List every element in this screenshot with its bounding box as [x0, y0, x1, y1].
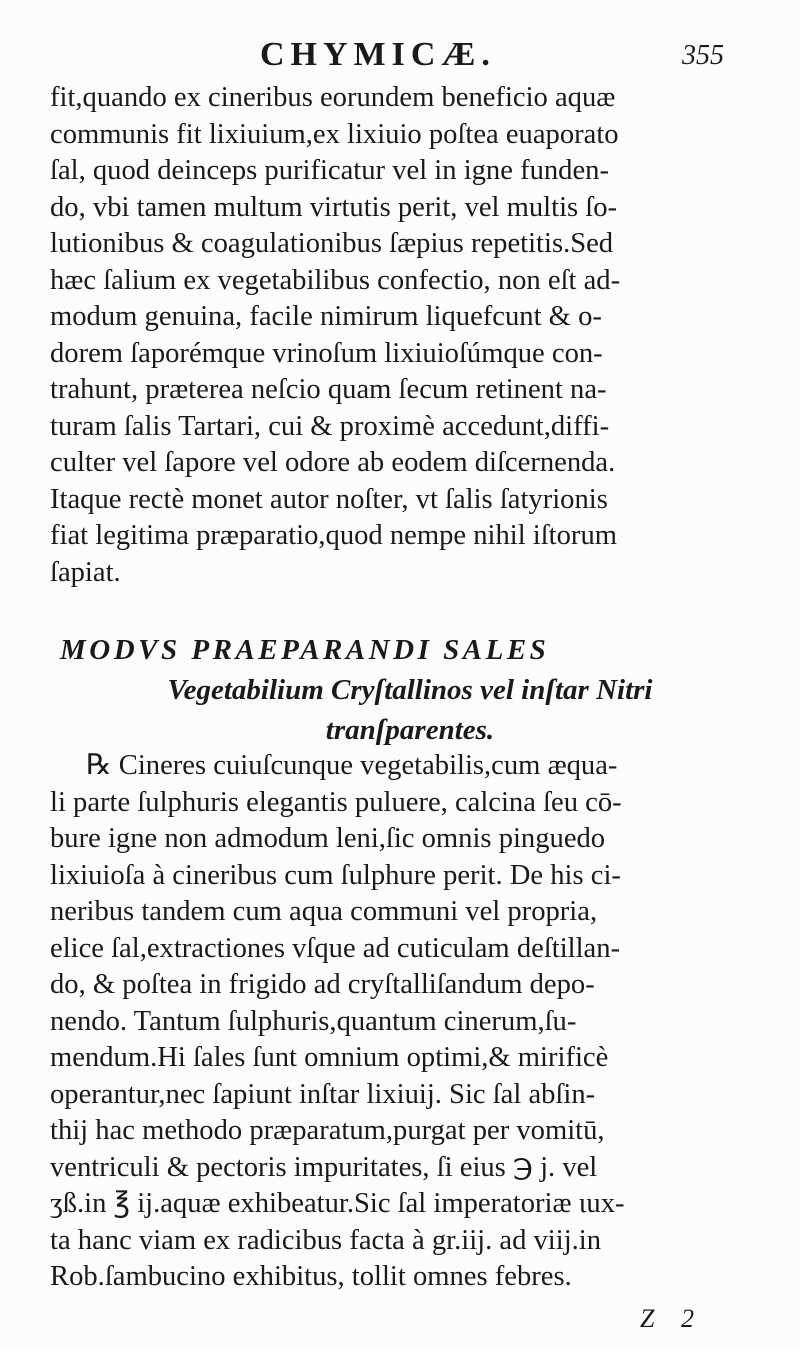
text-line: operantur,nec ſapiunt inſtar lixiuij. Sic ſal abſin- — [50, 1078, 596, 1110]
text-line: ſal, quod deinceps purificatur vel in igne funden- — [50, 155, 609, 186]
text-line: Itaque rectè monet autor noſter, vt ſalis ſatyrionis — [50, 483, 608, 515]
text-line: ℞ Cineres cuiuſcunque vegetabilis,cum æqua- — [86, 750, 618, 781]
section-heading — [50, 630, 770, 750]
paragraph-1 — [50, 80, 770, 591]
page-number: 355 — [682, 40, 724, 71]
text-line: lixiuioſa à cineribus cum ſulphure perit. De his ci- — [50, 859, 621, 891]
text-line: ventriculi & pectoris impuritates, ſi eius ℈ j. vel — [50, 1151, 598, 1183]
catchword: Z 2 — [640, 1304, 704, 1333]
text-line: bure igne non admodum leni,ſic omnis pinguedo — [50, 823, 606, 854]
text-line: ſapiat. — [50, 556, 121, 588]
text-line: ta hanc viam ex radicibus facta à gr.iij. ad viij.in — [50, 1224, 602, 1256]
text-line: mendum.Hi ſales ſunt omnium optimi,& mirificè — [50, 1042, 609, 1073]
heading-line-2: Vegetabilium Cryſtallinos vel inſtar Nitri — [167, 674, 653, 706]
text-line: nendo. Tantum ſulphuris,quantum cinerum,ſu- — [50, 1005, 577, 1037]
text-line: neribus tandem cum aqua communi vel propria, — [50, 896, 598, 927]
text-line: li parte ſulphuris elegantis puluere, calcina ſeu cō- — [50, 786, 622, 818]
running-title: CHYMICÆ. — [260, 36, 496, 73]
text-line: do, & poſtea in frigido ad cryſtalliſandum depo- — [50, 969, 595, 1000]
text-line: Rob.ſambucino exhibitus, tollit omnes febres. — [50, 1261, 572, 1292]
heading-line-1: MODVS PRAEPARANDI SALES — [60, 634, 550, 666]
text-line: communis fit lixiuium,ex lixiuio poſtea euaporato — [50, 118, 619, 150]
text-line: turam ſalis Tartari, cui & proximè accedunt,diffi- — [50, 410, 610, 442]
text-line: lutionibus & coagulationibus ſæpius repetitis.Sed — [50, 228, 614, 259]
text-line: dorem ſaporémque vrinoſum lixiuioſúmque con- — [50, 337, 603, 369]
running-head — [60, 36, 760, 84]
text-line: ʒß.in ℥ ij.aquæ exhibeatur.Sic ſal imperatoriæ ιux- — [50, 1188, 625, 1219]
text-line: fit,quando ex cineribus eorundem beneficio aquæ — [50, 82, 616, 113]
text-line: elice ſal,extractiones vſque ad cuticulam deſtillan- — [50, 932, 621, 964]
text-line: modum genuina, facile nimirum liquefcunt & o- — [50, 301, 602, 332]
paragraph-2 — [50, 748, 770, 1296]
text-line: thij hac methodo præparatum,purgat per vomitū, — [50, 1115, 605, 1146]
text-line: hæc ſalium ex vegetabilibus confectio, non eſt ad- — [50, 264, 621, 296]
text-line: trahunt, præterea neſcio quam ſecum retinent na- — [50, 374, 607, 405]
text-line: culter vel ſapore vel odore ab eodem diſcernenda. — [50, 447, 616, 478]
text-line: do, vbi tamen multum virtutis perit, vel multis ſo- — [50, 191, 618, 223]
text-line: fiat legitima præparatio,quod nempe nihil iſtorum — [50, 520, 617, 551]
heading-line-3: tranſparentes. — [325, 714, 495, 746]
